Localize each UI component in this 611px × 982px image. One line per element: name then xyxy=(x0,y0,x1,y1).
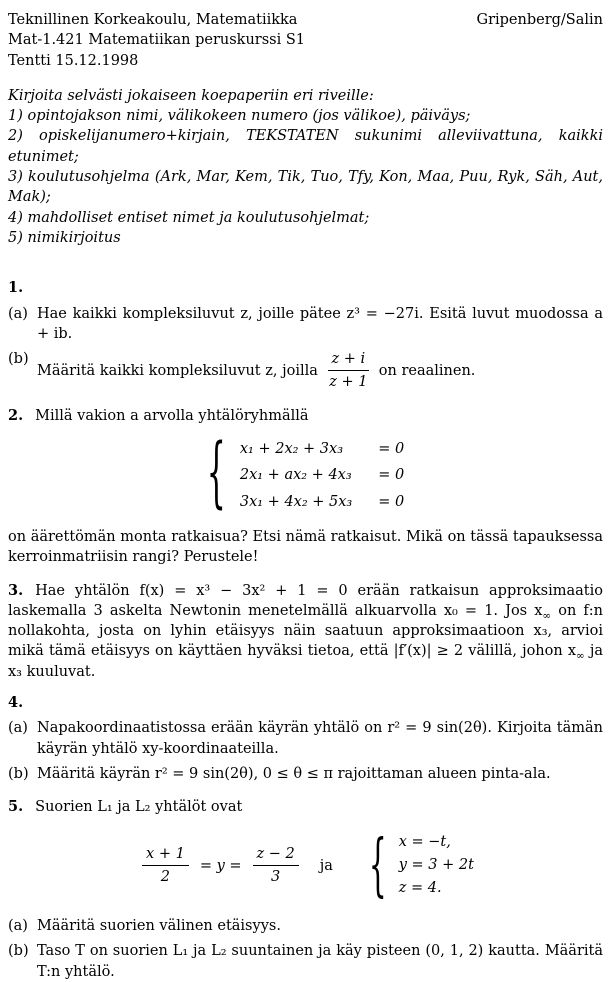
header-top-row xyxy=(8,10,603,30)
problem-1-number: 1. xyxy=(8,279,24,297)
problem-5 xyxy=(8,797,603,982)
problem-2-intro-text: Millä vakion a arvolla yhtälöryhmällä xyxy=(35,407,309,424)
part-b-label: (b) xyxy=(8,765,29,782)
equation-2-lhs: 2x₁ + ax₂ + 4x₃ xyxy=(239,467,352,484)
problem-2-outro: on äärettömän monta ratkaisua? Etsi nämä ratkaisut. Mikä on tässä tapauksessa kerroinmatriisin rangi? Perustele! xyxy=(8,528,603,566)
parametric-line-z: z = 4. xyxy=(398,880,442,897)
equation-2-rhs: = 0 xyxy=(378,467,405,484)
problem-3 xyxy=(8,581,603,682)
fraction-denominator: 2 xyxy=(160,869,171,886)
exam-date-line: Tentti 15.12.1998 xyxy=(8,52,139,69)
part-b-label: (b) xyxy=(8,351,29,368)
infinity-subscript: ∞ xyxy=(542,609,552,622)
problem-3-text-run-3: ja x₃ kuuluvat. xyxy=(8,643,603,680)
system-of-equations xyxy=(240,439,404,512)
course-code-line: Mat-1.421 Matematiikan peruskurssi S1 xyxy=(8,32,306,49)
problem-4-part-b xyxy=(8,764,603,784)
problem-2-intro xyxy=(8,406,603,426)
fraction-numerator: z − 2 xyxy=(253,844,299,866)
problem-1-part-a xyxy=(8,304,603,345)
problem-5-part-a xyxy=(8,916,603,936)
infinity-subscript: ∞ xyxy=(576,650,585,663)
fraction-line-2 xyxy=(253,844,299,888)
part-b-text: Taso T on suorien L₁ ja L₂ suuntainen ja käy pisteen (0, 1, 2) kautta. Määritä T:n yhtälö. xyxy=(37,943,603,980)
problem-5-part-b xyxy=(8,941,603,982)
examiner-names: Gripenberg/Salin xyxy=(476,12,603,28)
part-b-text-after: on reaalinen. xyxy=(378,362,476,379)
parametric-line-y: y = 3 + 2t xyxy=(398,856,474,873)
problem-3-text-run-1: Hae yhtälön f(x) = x³ − 3x² + 1 = 0 erään ratkaisun approksimaatio laskemalla 3 askelta Newtonin menetelmällä alkuarvolla x₀ = 1. Jos x xyxy=(8,582,603,619)
exam-header xyxy=(8,10,603,71)
problem-5-intro-text: Suorien L₁ ja L₂ yhtälöt ovat xyxy=(35,799,243,816)
lines-equations-display xyxy=(8,824,603,905)
left-brace: { xyxy=(206,429,226,519)
problem-1-part-b xyxy=(8,349,603,393)
problem-2 xyxy=(8,406,603,568)
parametric-equations xyxy=(368,824,474,905)
fraction-numerator: x + 1 xyxy=(142,844,189,866)
part-a-text: Napakoordinaatistossa erään käyrän yhtälö on r² = 9 sin(2θ). Kirjoita tämän käyrän yhtälö xy-koordinaateilla. xyxy=(37,720,603,757)
part-a-label: (a) xyxy=(8,305,28,322)
problem-3-number: 3. xyxy=(8,581,24,599)
instructions-block xyxy=(8,86,603,248)
instruction-item-1: 1) opintojakson nimi, välikokeen numero (jos välikoe), päiväys; xyxy=(8,108,471,125)
fraction-denominator: z + 1 xyxy=(329,374,368,391)
instruction-item-5: 5) nimikirjoitus xyxy=(8,229,121,246)
problem-2-number: 2. xyxy=(8,406,24,424)
part-b-label: (b) xyxy=(8,943,29,960)
problem-5-intro xyxy=(8,797,603,817)
problem-3-text-run-2: on f:n nollakohta, josta on lyhin etäisyys näin saatuun approksimaatioon x₃, arvioi mikä tämä etäisyys on käyttäen hyväksi tietoa, että |f′(x)| ≥ 2 välillä, johon x xyxy=(8,602,603,660)
instruction-item-3: 3) koulutusohjelma (Ark, Mar, Kem, Tik, Tuo, Tfy, Kon, Maa, Puu, Ryk, Säh, Aut, Mak); xyxy=(8,169,603,206)
fraction xyxy=(328,349,370,393)
equation-1-rhs: = 0 xyxy=(378,441,405,458)
problem-5-number: 5. xyxy=(8,798,24,816)
fraction-numerator: z + i xyxy=(328,349,370,371)
problem-4 xyxy=(8,693,603,784)
equation-3-rhs: = 0 xyxy=(378,493,405,510)
problem-3-text xyxy=(8,581,603,682)
equation-1-lhs: x₁ + 2x₂ + 3x₃ xyxy=(239,441,344,458)
part-a-text: Määritä suorien välinen etäisyys. xyxy=(37,917,281,934)
problem-4-number: 4. xyxy=(8,694,24,712)
instruction-item-4: 4) mahdolliset entiset nimet ja koulutusohjelmat; xyxy=(8,209,370,226)
left-brace: { xyxy=(368,824,387,905)
part-b-text xyxy=(37,349,603,393)
equation-3-lhs: 3x₁ + 4x₂ + 5x₃ xyxy=(239,493,353,510)
equation-system-display xyxy=(8,429,603,519)
parametric-lines xyxy=(399,831,474,901)
conjunction-ja: ja xyxy=(319,857,333,874)
problem-1 xyxy=(8,278,603,392)
parametric-line-x: x = −t, xyxy=(398,833,451,850)
part-b-text-before: Määritä kaikki kompleksiluvut z, joilla xyxy=(37,362,318,379)
problem-4-part-a xyxy=(8,718,603,759)
part-b-text: Määritä käyrän r² = 9 sin(2θ), 0 ≤ θ ≤ π rajoittaman alueen pinta-ala. xyxy=(37,765,551,782)
part-a-text: Hae kaikki kompleksiluvut z, joille pätee z³ = −27i. Esitä luvut muodossa a + ib. xyxy=(37,305,603,342)
equation-middle: = y = xyxy=(199,857,242,874)
instruction-item-2: 2) opiskelijanumero+kirjain, TEKSTATEN sukunimi alleviivattuna, kaikki etunimet; xyxy=(8,128,603,165)
institution-name: Teknillinen Korkeakoulu, Matematiikka xyxy=(8,12,298,28)
fraction-line-1 xyxy=(142,844,189,888)
fraction-denominator: 3 xyxy=(271,869,281,886)
instructions-intro: Kirjoita selvästi jokaiseen koepaperiin eri riveille: xyxy=(8,87,374,104)
part-a-label: (a) xyxy=(8,917,28,934)
part-a-label: (a) xyxy=(8,720,28,737)
